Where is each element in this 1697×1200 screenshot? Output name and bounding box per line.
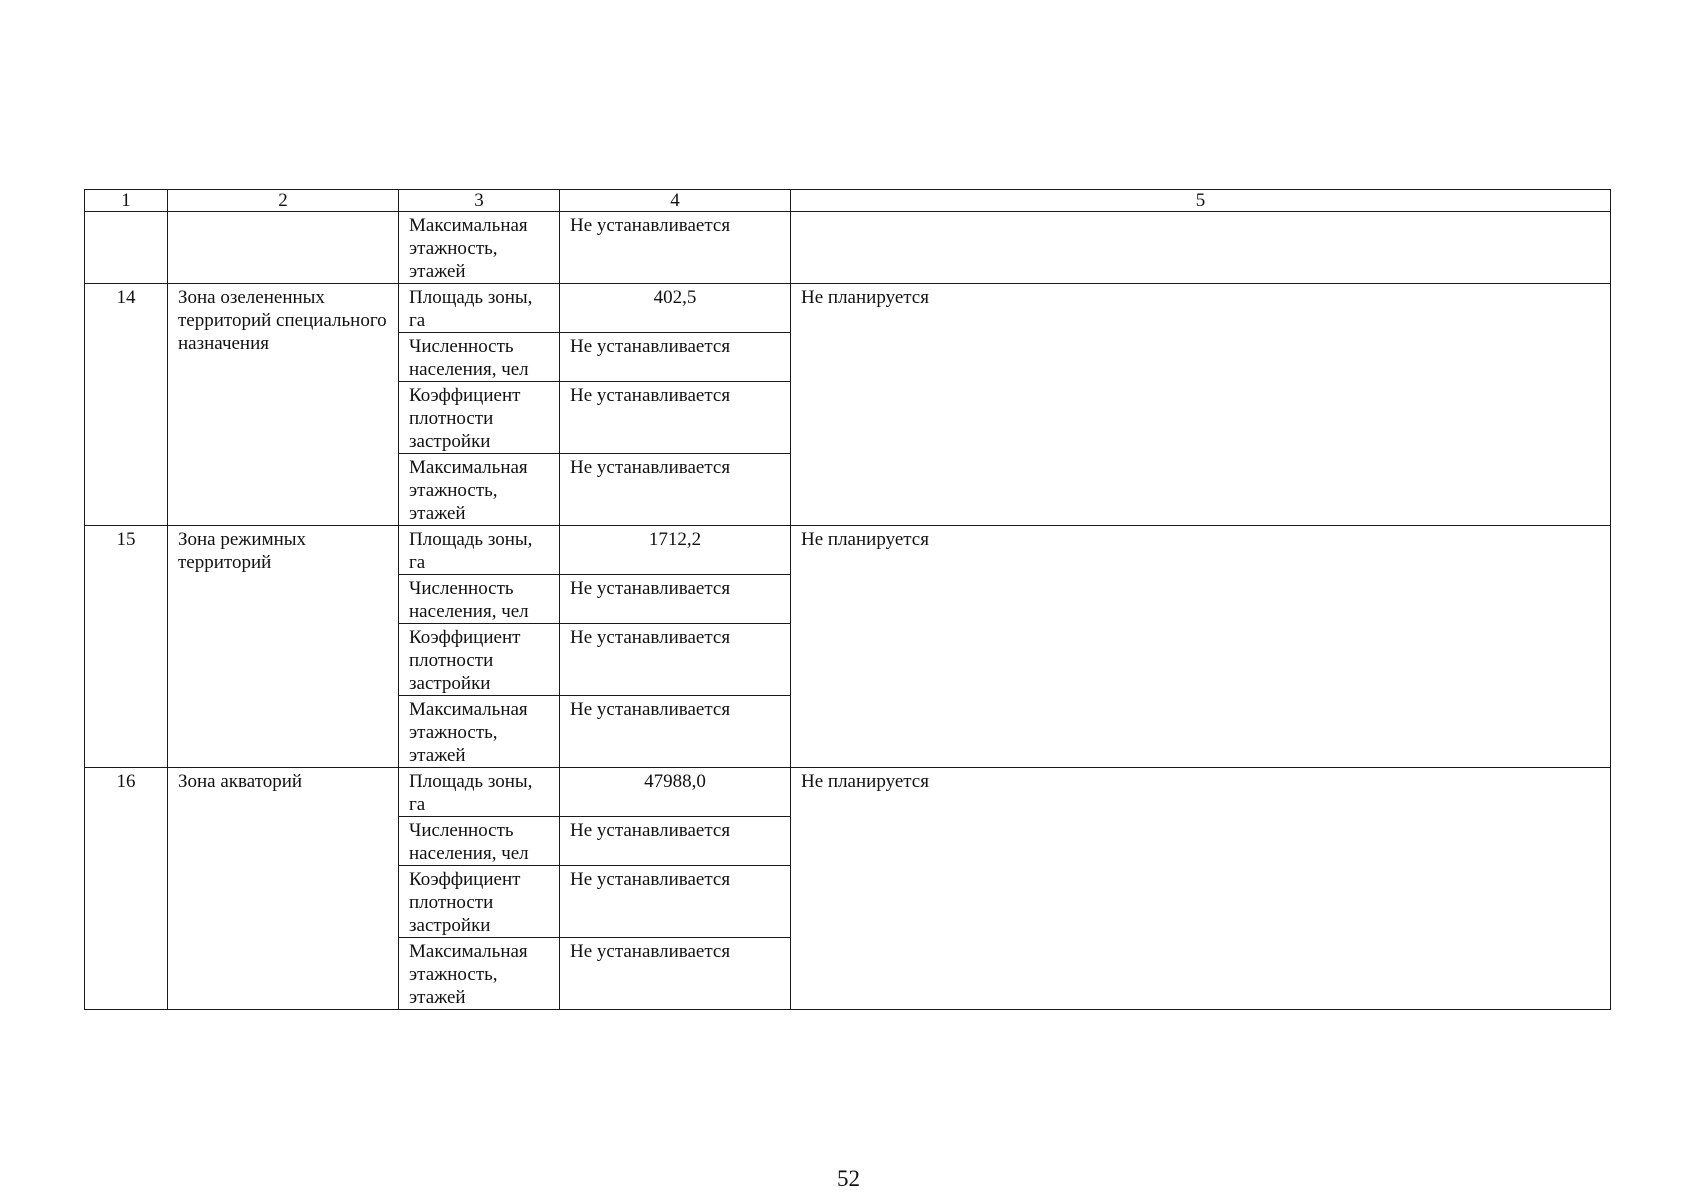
zone-number: 14 — [85, 284, 168, 526]
carry-over-value: Не устанавливается — [560, 212, 791, 284]
parameter-label: Коэффициент плотности застройки — [399, 624, 560, 696]
table-header-row — [85, 190, 1611, 212]
page-number: 52 — [837, 1166, 860, 1191]
header-col-4: 4 — [560, 190, 791, 212]
parameter-value: Не устанавливается — [560, 454, 791, 526]
zone-number: 15 — [85, 526, 168, 768]
header-col-5: 5 — [791, 190, 1611, 212]
parameter-value: 1712,2 — [560, 526, 791, 575]
parameter-label: Численность населения, чел — [399, 575, 560, 624]
carry-over-parameter: Максимальная этажность, этажей — [399, 212, 560, 284]
parameter-label: Максимальная этажность, этажей — [399, 938, 560, 1010]
zone-name: Зона режимных территорий — [168, 526, 399, 768]
header-col-2: 2 — [168, 190, 399, 212]
table-row — [85, 284, 1611, 333]
table-row — [85, 212, 1611, 284]
parameter-label: Площадь зоны, га — [399, 284, 560, 333]
zone-plan: Не планируется — [791, 768, 1611, 1010]
carry-over-number-cell — [85, 212, 168, 284]
parameter-value: 402,5 — [560, 284, 791, 333]
zones-table — [84, 189, 1611, 1010]
parameter-value: Не устанавливается — [560, 575, 791, 624]
parameter-value: Не устанавливается — [560, 624, 791, 696]
parameter-label: Максимальная этажность, этажей — [399, 696, 560, 768]
parameter-value: Не устанавливается — [560, 382, 791, 454]
parameter-label: Коэффициент плотности застройки — [399, 382, 560, 454]
parameter-value: Не устанавливается — [560, 817, 791, 866]
parameter-label: Численность населения, чел — [399, 817, 560, 866]
parameter-label: Максимальная этажность, этажей — [399, 454, 560, 526]
parameter-value: 47988,0 — [560, 768, 791, 817]
carry-over-plan — [791, 212, 1611, 284]
parameter-value: Не устанавливается — [560, 696, 791, 768]
zone-plan: Не планируется — [791, 284, 1611, 526]
carry-over-name-cell — [168, 212, 399, 284]
zone-name: Зона акваторий — [168, 768, 399, 1010]
zone-number: 16 — [85, 768, 168, 1010]
parameter-label: Численность населения, чел — [399, 333, 560, 382]
zone-plan: Не планируется — [791, 526, 1611, 768]
zone-name: Зона озелененных территорий специального назначения — [168, 284, 399, 526]
parameter-label: Коэффициент плотности застройки — [399, 866, 560, 938]
parameter-label: Площадь зоны, га — [399, 526, 560, 575]
table-row — [85, 768, 1611, 817]
parameter-value: Не устанавливается — [560, 938, 791, 1010]
header-col-3: 3 — [399, 190, 560, 212]
parameter-value: Не устанавливается — [560, 333, 791, 382]
parameter-label: Площадь зоны, га — [399, 768, 560, 817]
table-row — [85, 526, 1611, 575]
header-col-1: 1 — [85, 190, 168, 212]
parameter-value: Не устанавливается — [560, 866, 791, 938]
